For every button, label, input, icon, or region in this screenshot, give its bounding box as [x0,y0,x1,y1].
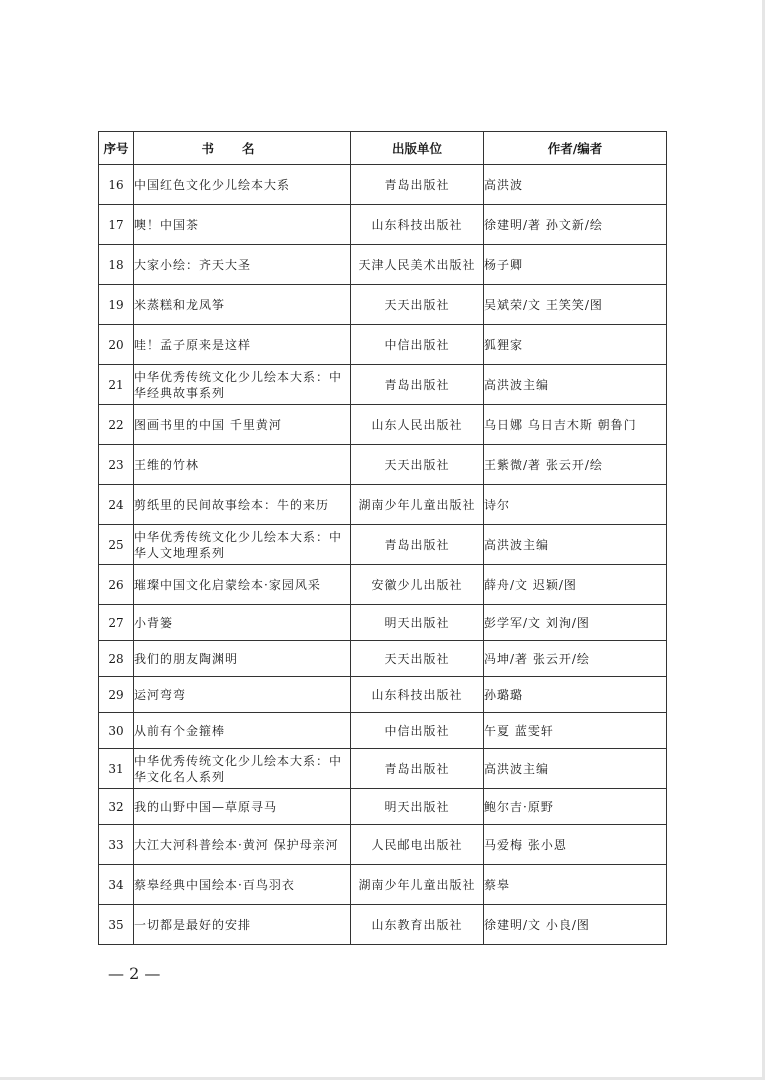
cell-number: 27 [99,605,134,641]
cell-publisher: 安徽少儿出版社 [351,565,484,605]
cell-publisher: 青岛出版社 [351,525,484,565]
cell-number: 23 [99,445,134,485]
table-row [99,205,667,245]
cell-number: 28 [99,641,134,677]
cell-publisher: 人民邮电出版社 [351,825,484,865]
cell-number: 33 [99,825,134,865]
cell-title: 大江大河科普绘本·黄河 保护母亲河 [134,825,351,865]
table-row [99,245,667,285]
table-row [99,749,667,789]
cell-author: 吴斌荣/文 王笑笑/图 [484,285,667,325]
cell-title: 我们的朋友陶渊明 [134,641,351,677]
cell-number: 30 [99,713,134,749]
cell-number: 17 [99,205,134,245]
cell-author: 乌日娜 乌日吉木斯 朝鲁门 [484,405,667,445]
cell-publisher: 中信出版社 [351,325,484,365]
table-body [99,165,667,945]
cell-publisher: 湖南少年儿童出版社 [351,485,484,525]
cell-publisher: 山东人民出版社 [351,405,484,445]
cell-title: 我的山野中国—草原寻马 [134,789,351,825]
table-row [99,825,667,865]
cell-number: 29 [99,677,134,713]
cell-publisher: 明天出版社 [351,605,484,641]
table-row [99,285,667,325]
cell-number: 31 [99,749,134,789]
table-row [99,525,667,565]
cell-number: 21 [99,365,134,405]
table-row [99,565,667,605]
cell-title: 王维的竹林 [134,445,351,485]
cell-title: 中华优秀传统文化少儿绘本大系：中华文化名人系列 [134,749,351,789]
cell-author: 蔡皋 [484,865,667,905]
table-row [99,865,667,905]
table-row [99,165,667,205]
cell-number: 32 [99,789,134,825]
cell-author: 高洪波主编 [484,749,667,789]
cell-author: 高洪波 [484,165,667,205]
cell-title: 大家小绘：齐天大圣 [134,245,351,285]
header-number: 序号 [99,132,134,165]
table-row [99,641,667,677]
cell-number: 24 [99,485,134,525]
cell-publisher: 天津人民美术出版社 [351,245,484,285]
table-row [99,789,667,825]
cell-title: 中国红色文化少儿绘本大系 [134,165,351,205]
cell-author: 高洪波主编 [484,365,667,405]
cell-author: 马爱梅 张小恩 [484,825,667,865]
cell-publisher: 青岛出版社 [351,165,484,205]
cell-author: 王紫微/著 张云开/绘 [484,445,667,485]
cell-publisher: 山东科技出版社 [351,677,484,713]
cell-author: 薛舟/文 迟颖/图 [484,565,667,605]
cell-publisher: 天天出版社 [351,641,484,677]
cell-author: 狐狸家 [484,325,667,365]
cell-number: 18 [99,245,134,285]
cell-author: 诗尔 [484,485,667,525]
cell-title: 剪纸里的民间故事绘本：牛的来历 [134,485,351,525]
table-row [99,677,667,713]
page-number: — 2 — [108,964,161,983]
book-list-table [98,131,667,945]
cell-author: 孙璐璐 [484,677,667,713]
header-title: 书名 [134,132,351,165]
cell-title: 一切都是最好的安排 [134,905,351,945]
table-row [99,605,667,641]
table-row [99,405,667,445]
table-header-row [99,132,667,165]
table-row [99,325,667,365]
cell-title: 米蒸糕和龙凤筝 [134,285,351,325]
cell-title: 璀璨中国文化启蒙绘本·家园风采 [134,565,351,605]
header-publisher: 出版单位 [351,132,484,165]
table-row [99,485,667,525]
cell-number: 20 [99,325,134,365]
cell-publisher: 天天出版社 [351,285,484,325]
cell-author: 彭学军/文 刘洵/图 [484,605,667,641]
cell-publisher: 湖南少年儿童出版社 [351,865,484,905]
cell-author: 杨子卿 [484,245,667,285]
cell-title: 哇！孟子原来是这样 [134,325,351,365]
cell-author: 徐建明/文 小良/图 [484,905,667,945]
cell-publisher: 山东科技出版社 [351,205,484,245]
header-author: 作者/编者 [484,132,667,165]
cell-title: 中华优秀传统文化少儿绘本大系：中华人文地理系列 [134,525,351,565]
cell-number: 22 [99,405,134,445]
cell-publisher: 中信出版社 [351,713,484,749]
cell-publisher: 山东教育出版社 [351,905,484,945]
cell-number: 26 [99,565,134,605]
cell-author: 徐建明/著 孙文新/绘 [484,205,667,245]
cell-author: 高洪波主编 [484,525,667,565]
cell-publisher: 青岛出版社 [351,365,484,405]
cell-title: 图画书里的中国 千里黄河 [134,405,351,445]
table-row [99,713,667,749]
cell-title: 小背篓 [134,605,351,641]
cell-number: 35 [99,905,134,945]
cell-author: 冯坤/著 张云开/绘 [484,641,667,677]
cell-title: 运河弯弯 [134,677,351,713]
cell-publisher: 青岛出版社 [351,749,484,789]
cell-number: 25 [99,525,134,565]
cell-author: 午夏 蓝雯轩 [484,713,667,749]
cell-title: 中华优秀传统文化少儿绘本大系：中华经典故事系列 [134,365,351,405]
cell-number: 34 [99,865,134,905]
cell-publisher: 天天出版社 [351,445,484,485]
cell-publisher: 明天出版社 [351,789,484,825]
table-row [99,445,667,485]
table-row [99,905,667,945]
cell-author: 鲍尔吉·原野 [484,789,667,825]
table-row [99,365,667,405]
cell-title: 蔡皋经典中国绘本·百鸟羽衣 [134,865,351,905]
cell-number: 16 [99,165,134,205]
cell-title: 噢！中国茶 [134,205,351,245]
cell-number: 19 [99,285,134,325]
cell-title: 从前有个金箍棒 [134,713,351,749]
